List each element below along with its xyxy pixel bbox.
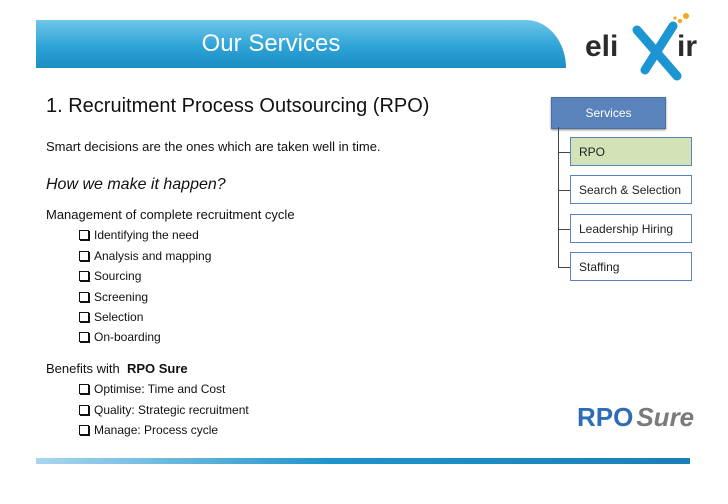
cycle-item: Screening: [79, 290, 148, 304]
cycle-item: Analysis and mapping: [79, 249, 211, 263]
checkbox-bullet-icon: [79, 425, 89, 435]
checkbox-bullet-icon: [79, 271, 89, 281]
checkbox-bullet-icon: [79, 405, 89, 415]
tree-connector: [558, 190, 570, 191]
checkbox-bullet-icon: [79, 251, 89, 261]
management-intro: Management of complete recruitment cycle: [46, 207, 295, 222]
tagline: Smart decisions are the ones which are taken well in time.: [46, 139, 381, 154]
checkbox-bullet-icon: [79, 292, 89, 302]
footer-bar: [36, 458, 690, 464]
service-item-leadership-hiring[interactable]: Leadership Hiring: [570, 214, 692, 243]
benefit-item: Manage: Process cycle: [79, 423, 218, 437]
cycle-item: Sourcing: [79, 269, 141, 283]
tree-connector: [558, 152, 570, 153]
checkbox-bullet-icon: [79, 312, 89, 322]
benefit-item: Optimise: Time and Cost: [79, 382, 225, 396]
cycle-item: Identifying the need: [79, 228, 199, 242]
elixir-logo: [585, 12, 705, 82]
tree-connector: [558, 267, 570, 268]
service-item-staffing[interactable]: Staffing: [570, 252, 692, 281]
service-item-search-selection[interactable]: Search & Selection: [570, 175, 692, 204]
checkbox-bullet-icon: [79, 230, 89, 240]
svg-text:ir: ir: [677, 30, 698, 63]
svg-text:eli: eli: [585, 30, 619, 63]
service-item-rpo[interactable]: RPO: [570, 137, 692, 166]
question-heading: How we make it happen?: [46, 176, 226, 193]
cycle-item: On-boarding: [79, 330, 161, 344]
services-tree-line: [558, 127, 559, 267]
section-heading: 1. Recruitment Process Outsourcing (RPO): [46, 95, 430, 117]
rpo-sure-logo: RPO Sure: [577, 402, 695, 432]
title-banner: [36, 20, 566, 68]
services-header: Services: [551, 97, 666, 129]
cycle-item: Selection: [79, 310, 143, 324]
checkbox-bullet-icon: [79, 384, 89, 394]
benefits-brand: RPO Sure: [126, 361, 188, 376]
benefit-item: Quality: Strategic recruitment: [79, 403, 249, 417]
checkbox-bullet-icon: [79, 332, 89, 342]
slide-title: Our Services: [201, 30, 341, 57]
benefits-intro: Benefits with RPO Sure: [46, 361, 188, 376]
tree-connector: [558, 229, 570, 230]
